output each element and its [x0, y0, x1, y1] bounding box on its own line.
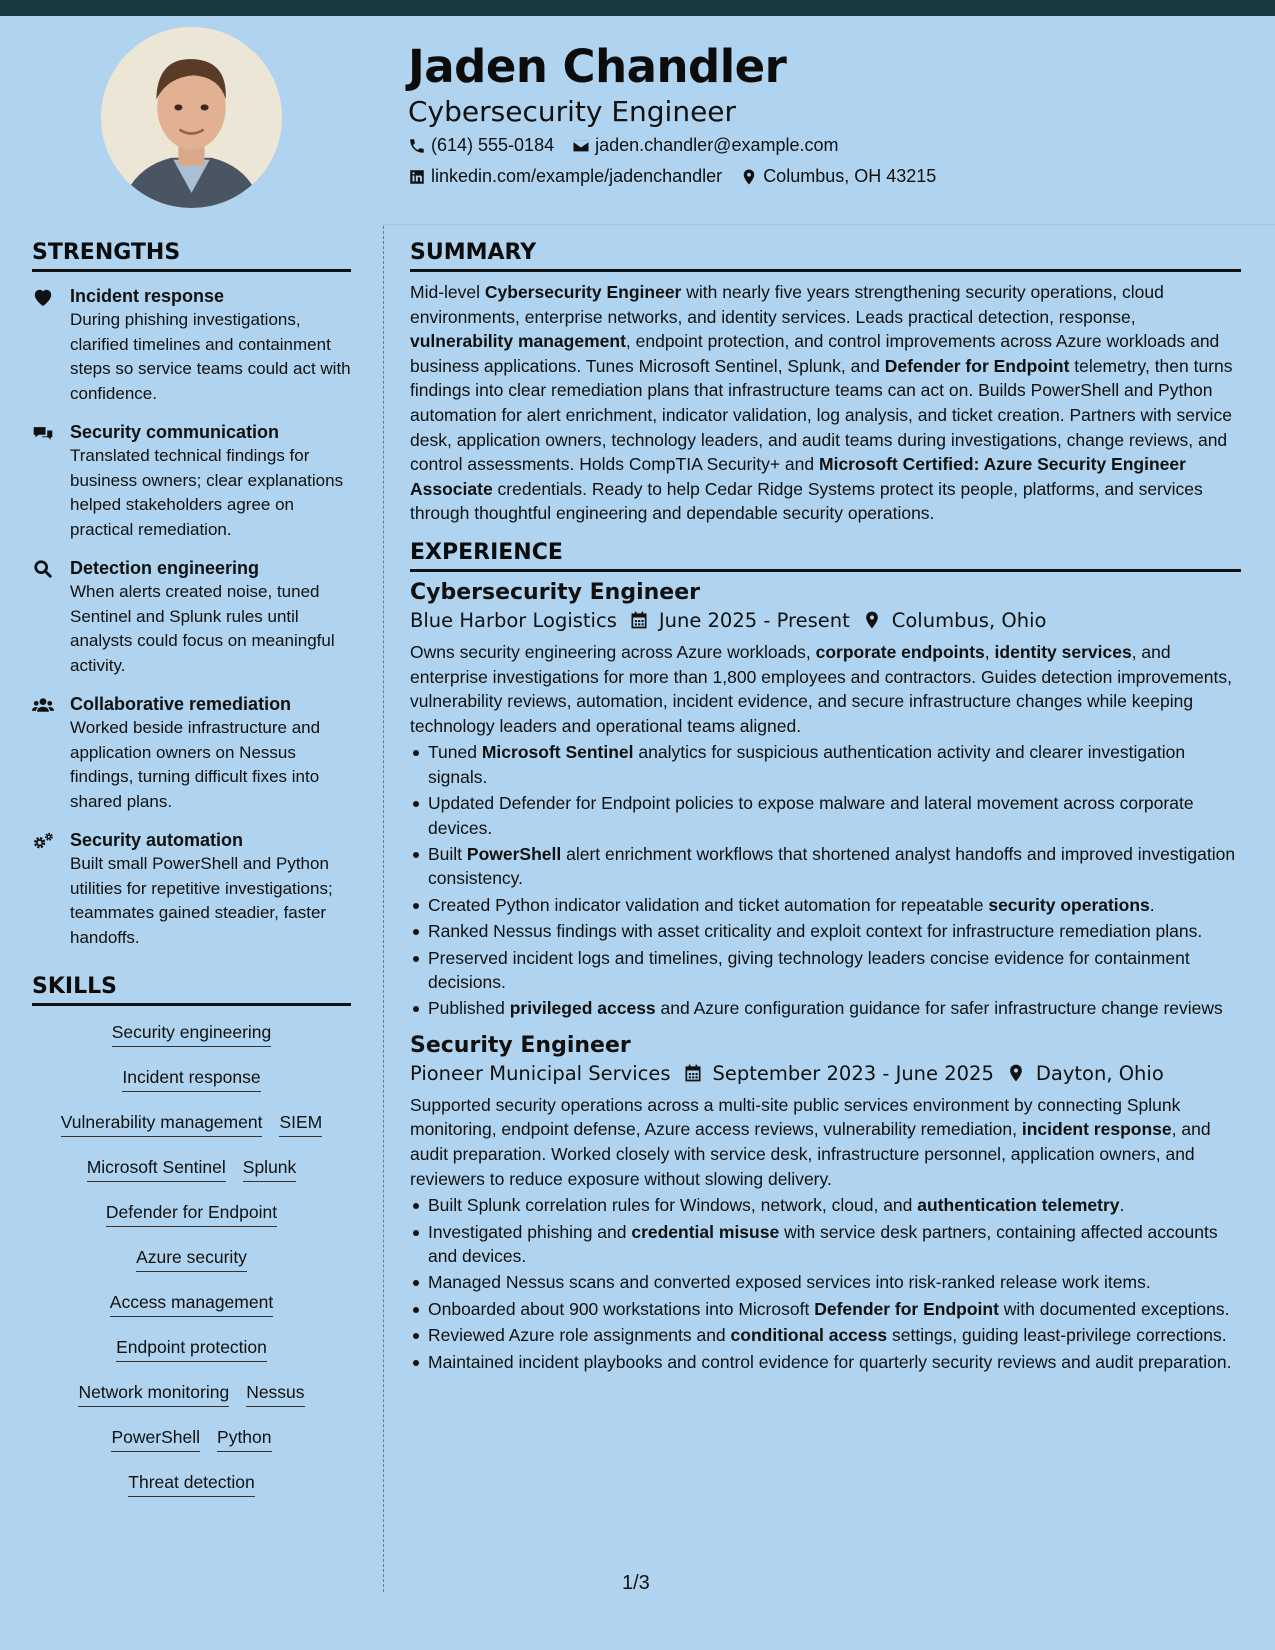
profile-photo: [101, 27, 282, 208]
job-entry: [410, 1033, 1241, 1374]
strength-description: When alerts created noise, tuned Sentinel and Splunk rules until analysts could focus on meaningful activity.: [70, 582, 335, 675]
strength-item: [32, 420, 351, 542]
bullet-item: Tuned Microsoft Sentinel analytics for suspicious authentication activity and clearer investigation signals.: [410, 740, 1241, 789]
skill-row: [32, 1151, 351, 1196]
strength-item: [32, 828, 351, 950]
job-location: Dayton, Ohio: [1035, 1061, 1164, 1085]
job-description: Supported security operations across a multi-site public services environment by connecting Splunk monitoring, endpoint defense, Azure access reviews, vulnerability remediation, incident response, and audit preparation. Worked closely with service desk, infrastructure personnel, application owners, and reviewers to reduce exposure without slowing delivery.: [410, 1094, 1211, 1189]
map-pin-icon: [994, 1063, 1036, 1083]
phone-icon: [408, 137, 426, 155]
users-icon: [32, 692, 56, 814]
bullet-item: Ranked Nessus findings with asset criticality and exploit context for infrastructure remediation plans.: [410, 919, 1241, 943]
email-contact[interactable]: [572, 135, 838, 156]
skill-row: [32, 1286, 351, 1331]
skill-tag: Microsoft Sentinel: [87, 1157, 226, 1182]
skill-row: [32, 1421, 351, 1466]
bullet-item: Investigated phishing and credential misuse with service desk partners, containing affected accounts and devices.: [410, 1220, 1241, 1269]
skill-tag: SIEM: [279, 1112, 322, 1137]
job-dates: June 2025 - Present: [658, 608, 850, 632]
skill-row: [32, 1061, 351, 1106]
strength-item: [32, 284, 351, 406]
linkedin-text: linkedin.com/example/jadenchandler: [431, 166, 723, 186]
phone-contact[interactable]: [408, 135, 554, 156]
job-dates: September 2023 - June 2025: [712, 1061, 994, 1085]
top-accent-bar: [0, 0, 1275, 16]
strengths-heading: STRENGTHS: [32, 240, 351, 272]
location-contact: [740, 166, 936, 187]
skill-row: [32, 1241, 351, 1286]
linkedin-icon: [408, 168, 426, 186]
strength-title: Collaborative remediation: [70, 694, 292, 714]
contact-row-1: [408, 135, 839, 156]
skills-heading: SKILLS: [32, 974, 351, 1006]
candidate-name: Jaden Chandler: [408, 40, 787, 93]
contact-row-2: [408, 166, 936, 187]
skill-tag: Security engineering: [112, 1022, 272, 1047]
bullet-item: Preserved incident logs and timelines, giving technology leaders concise evidence for containment decisions.: [410, 946, 1241, 995]
skill-tag: Endpoint protection: [116, 1337, 267, 1362]
column-divider: [383, 226, 384, 1592]
strength-title: Incident response: [70, 286, 225, 306]
strength-item: [32, 556, 351, 678]
bullet-item: Reviewed Azure role assignments and conditional access settings, guiding least-privilege corrections.: [410, 1323, 1241, 1347]
bullet-item: Onboarded about 900 workstations into Microsoft Defender for Endpoint with documented exceptions.: [410, 1297, 1241, 1321]
linkedin-contact[interactable]: [408, 166, 722, 187]
skill-row: [32, 1016, 351, 1061]
strength-description: Translated technical findings for business owners; clear explanations helped stakeholders agree on practical remediation.: [70, 446, 344, 539]
job-title: Security Engineer: [410, 1032, 631, 1058]
skill-tag: Defender for Endpoint: [106, 1202, 277, 1227]
job-bullets: [410, 740, 1241, 1020]
bullet-item: Created Python indicator validation and ticket automation for repeatable security operations.: [410, 893, 1241, 917]
job-bullets: [410, 1193, 1241, 1374]
right-column: [410, 240, 1241, 1374]
map-pin-icon: [850, 610, 892, 630]
skill-row: [32, 1331, 351, 1376]
location-text: Columbus, OH 43215: [763, 166, 937, 186]
skill-tag: Access management: [110, 1292, 273, 1317]
gears-icon: [32, 828, 56, 950]
search-icon: [32, 556, 56, 678]
header-divider: [383, 224, 1275, 225]
left-column: [32, 240, 351, 1511]
experience-list: [410, 580, 1241, 1374]
strength-description: Worked beside infrastructure and application owners on Nessus findings, turning difficult fixes into shared plans.: [70, 718, 321, 811]
skill-tag: PowerShell: [111, 1427, 200, 1452]
bullet-item: Built Splunk correlation rules for Windows, network, cloud, and authentication telemetry.: [410, 1193, 1241, 1217]
bullet-item: Updated Defender for Endpoint policies to expose malware and lateral movement across corporate devices.: [410, 791, 1241, 840]
bullet-item: Published privileged access and Azure configuration guidance for safer infrastructure change reviews: [410, 996, 1241, 1020]
job-location: Columbus, Ohio: [891, 608, 1047, 632]
email-text: jaden.chandler@example.com: [595, 135, 839, 155]
candidate-title: Cybersecurity Engineer: [408, 95, 737, 128]
calendar-icon: [671, 1063, 713, 1083]
job-meta: [410, 609, 1241, 632]
skill-tag: Threat detection: [128, 1472, 254, 1497]
job-description: Owns security engineering across Azure workloads, corporate endpoints, identity services, and enterprise investigations for more than 1,800 employees and contractors. Guides detection improvements, vulnerability reviews, automation, incident evidence, and secure infrastructure changes while keeping technology leaders and operational teams aligned.: [410, 641, 1232, 736]
company-name: Pioneer Municipal Services: [410, 1061, 671, 1085]
strength-item: [32, 692, 351, 814]
page-number: 1/3: [622, 1572, 650, 1594]
heart-icon: [32, 284, 56, 406]
strength-title: Security automation: [70, 830, 244, 850]
skill-tag: Vulnerability management: [61, 1112, 263, 1137]
strength-title: Security communication: [70, 422, 280, 442]
job-meta: [410, 1062, 1241, 1085]
calendar-icon: [617, 610, 659, 630]
summary-heading: SUMMARY: [410, 240, 1241, 272]
skill-row: [32, 1106, 351, 1151]
strength-description: During phishing investigations, clarified timelines and containment steps so service teams could act with confidence.: [70, 310, 351, 403]
skill-tag: Azure security: [136, 1247, 247, 1272]
company-name: Blue Harbor Logistics: [410, 608, 617, 632]
map-pin-icon: [740, 168, 758, 186]
summary-text: Mid-level Cybersecurity Engineer with nearly five years strengthening security operations, cloud environments, enterprise networks, and identity services. Leads practical detection, response, vulnerability management, endpoint protection, and control improvements across Azure workloads and business applications. Tunes Microsoft Sentinel, Splunk, and Defender for Endpoint telemetry, then turns findings into clear remediation plans that infrastructure teams can act on. Builds PowerShell and Python automation for alert enrichment, indicator validation, log analysis, and ticket creation. Partners with service desk, application owners, technology leaders, and audit teams during investigations, change reviews, and control assessments. Holds CompTIA Security+ and Microsoft Certified: Azure Security Engineer Associate credentials. Ready to help Cedar Ridge Systems protect its people, platforms, and services through thoughtful engineering and dependable security operations.: [410, 282, 1233, 524]
skill-tag: Python: [217, 1427, 271, 1452]
skill-row: [32, 1466, 351, 1511]
strength-title: Detection engineering: [70, 558, 260, 578]
envelope-icon: [572, 137, 590, 155]
skill-tag: Nessus: [246, 1382, 304, 1407]
job-title: Cybersecurity Engineer: [410, 579, 700, 605]
bullet-item: Maintained incident playbooks and control evidence for quarterly security reviews and audit preparation.: [410, 1350, 1241, 1374]
comments-icon: [32, 420, 56, 542]
bullet-item: Managed Nessus scans and converted exposed services into risk-ranked release work items.: [410, 1270, 1241, 1294]
phone-text: (614) 555-0184: [431, 135, 555, 155]
skill-tag: Network monitoring: [78, 1382, 229, 1407]
job-entry: [410, 580, 1241, 1021]
skill-tag: Splunk: [243, 1157, 297, 1182]
skill-row: [32, 1376, 351, 1421]
bullet-item: Built PowerShell alert enrichment workflows that shortened analyst handoffs and improved investigation consistency.: [410, 842, 1241, 891]
skills-list: [32, 1016, 351, 1511]
skill-row: [32, 1196, 351, 1241]
skill-tag: Incident response: [122, 1067, 260, 1092]
experience-heading: EXPERIENCE: [410, 540, 1241, 572]
strength-description: Built small PowerShell and Python utilities for repetitive investigations; teammates gained steadier, faster handoffs.: [70, 854, 333, 947]
strengths-list: [32, 284, 351, 950]
